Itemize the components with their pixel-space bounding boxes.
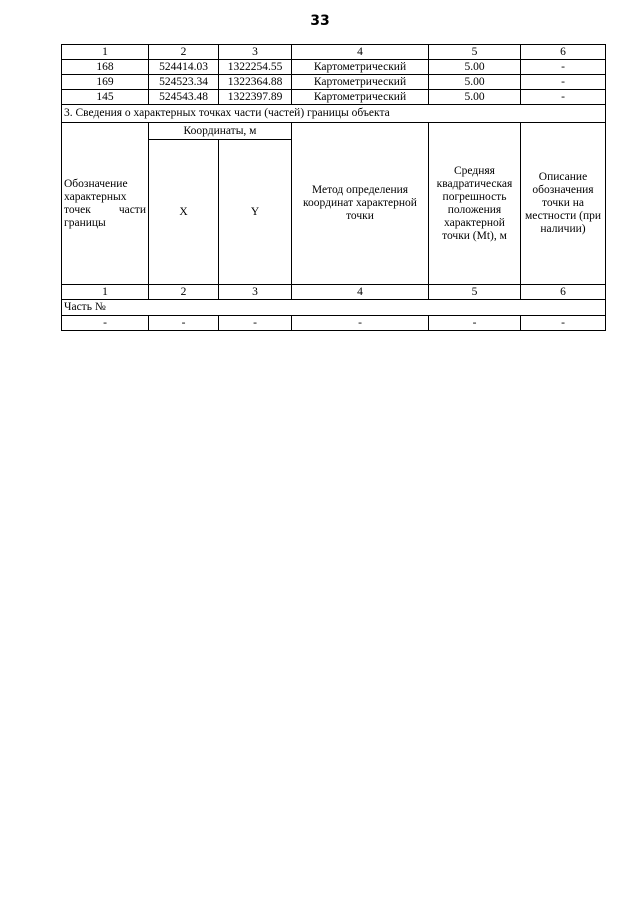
empty-cell: - xyxy=(429,316,521,331)
table-row xyxy=(62,60,606,75)
page-number: 33 xyxy=(310,13,330,29)
y-cell: 1322254.55 xyxy=(219,60,292,75)
description-cell: - xyxy=(521,90,606,105)
method-cell: Картометрический xyxy=(292,75,429,90)
method-header: Метод определения координат характерной точки xyxy=(292,123,429,285)
x-header: X xyxy=(149,140,219,285)
number-cell: 1 xyxy=(62,285,149,300)
x-cell: 524543.48 xyxy=(149,90,219,105)
empty-cell: - xyxy=(62,316,149,331)
point-cell: 145 xyxy=(62,90,149,105)
method-cell: Картометрический xyxy=(292,60,429,75)
description-header: Описание обозначения точки на местности (при наличии) xyxy=(521,123,606,285)
y-cell: 1322397.89 xyxy=(219,90,292,105)
x-cell: 524523.34 xyxy=(149,75,219,90)
table-header-row xyxy=(62,45,606,60)
coordinates-table xyxy=(61,44,606,331)
method-cell: Картометрический xyxy=(292,90,429,105)
error-cell: 5.00 xyxy=(429,90,521,105)
table-row xyxy=(62,316,606,331)
number-cell: 5 xyxy=(429,285,521,300)
header-cell: 2 xyxy=(149,45,219,60)
empty-cell: - xyxy=(149,316,219,331)
header-cell: 3 xyxy=(219,45,292,60)
part-label: Часть № xyxy=(62,300,606,316)
y-cell: 1322364.88 xyxy=(219,75,292,90)
error-cell: 5.00 xyxy=(429,60,521,75)
description-cell: - xyxy=(521,60,606,75)
section-header-row xyxy=(62,123,606,140)
header-cell: 1 xyxy=(62,45,149,60)
header-cell: 6 xyxy=(521,45,606,60)
y-header: Y xyxy=(219,140,292,285)
number-cell: 6 xyxy=(521,285,606,300)
table-row xyxy=(62,75,606,90)
point-cell: 168 xyxy=(62,60,149,75)
number-cell: 3 xyxy=(219,285,292,300)
header-cell: 4 xyxy=(292,45,429,60)
table-row xyxy=(62,90,606,105)
number-cell: 4 xyxy=(292,285,429,300)
empty-cell: - xyxy=(219,316,292,331)
description-cell: - xyxy=(521,75,606,90)
number-cell: 2 xyxy=(149,285,219,300)
empty-cell: - xyxy=(292,316,429,331)
point-designation-header: Обозначение характерных точек части границы xyxy=(62,123,149,285)
error-cell: 5.00 xyxy=(429,75,521,90)
section-title: 3. Сведения о характерных точках части (частей) границы объекта xyxy=(62,105,606,123)
error-header: Средняя квадратическая погрешность положения характерной точки (Mt), м xyxy=(429,123,521,285)
coordinates-header: Координаты, м xyxy=(149,123,292,140)
part-row xyxy=(62,300,606,316)
empty-cell: - xyxy=(521,316,606,331)
section-title-row xyxy=(62,105,606,123)
point-cell: 169 xyxy=(62,75,149,90)
section-number-row xyxy=(62,285,606,300)
x-cell: 524414.03 xyxy=(149,60,219,75)
header-cell: 5 xyxy=(429,45,521,60)
